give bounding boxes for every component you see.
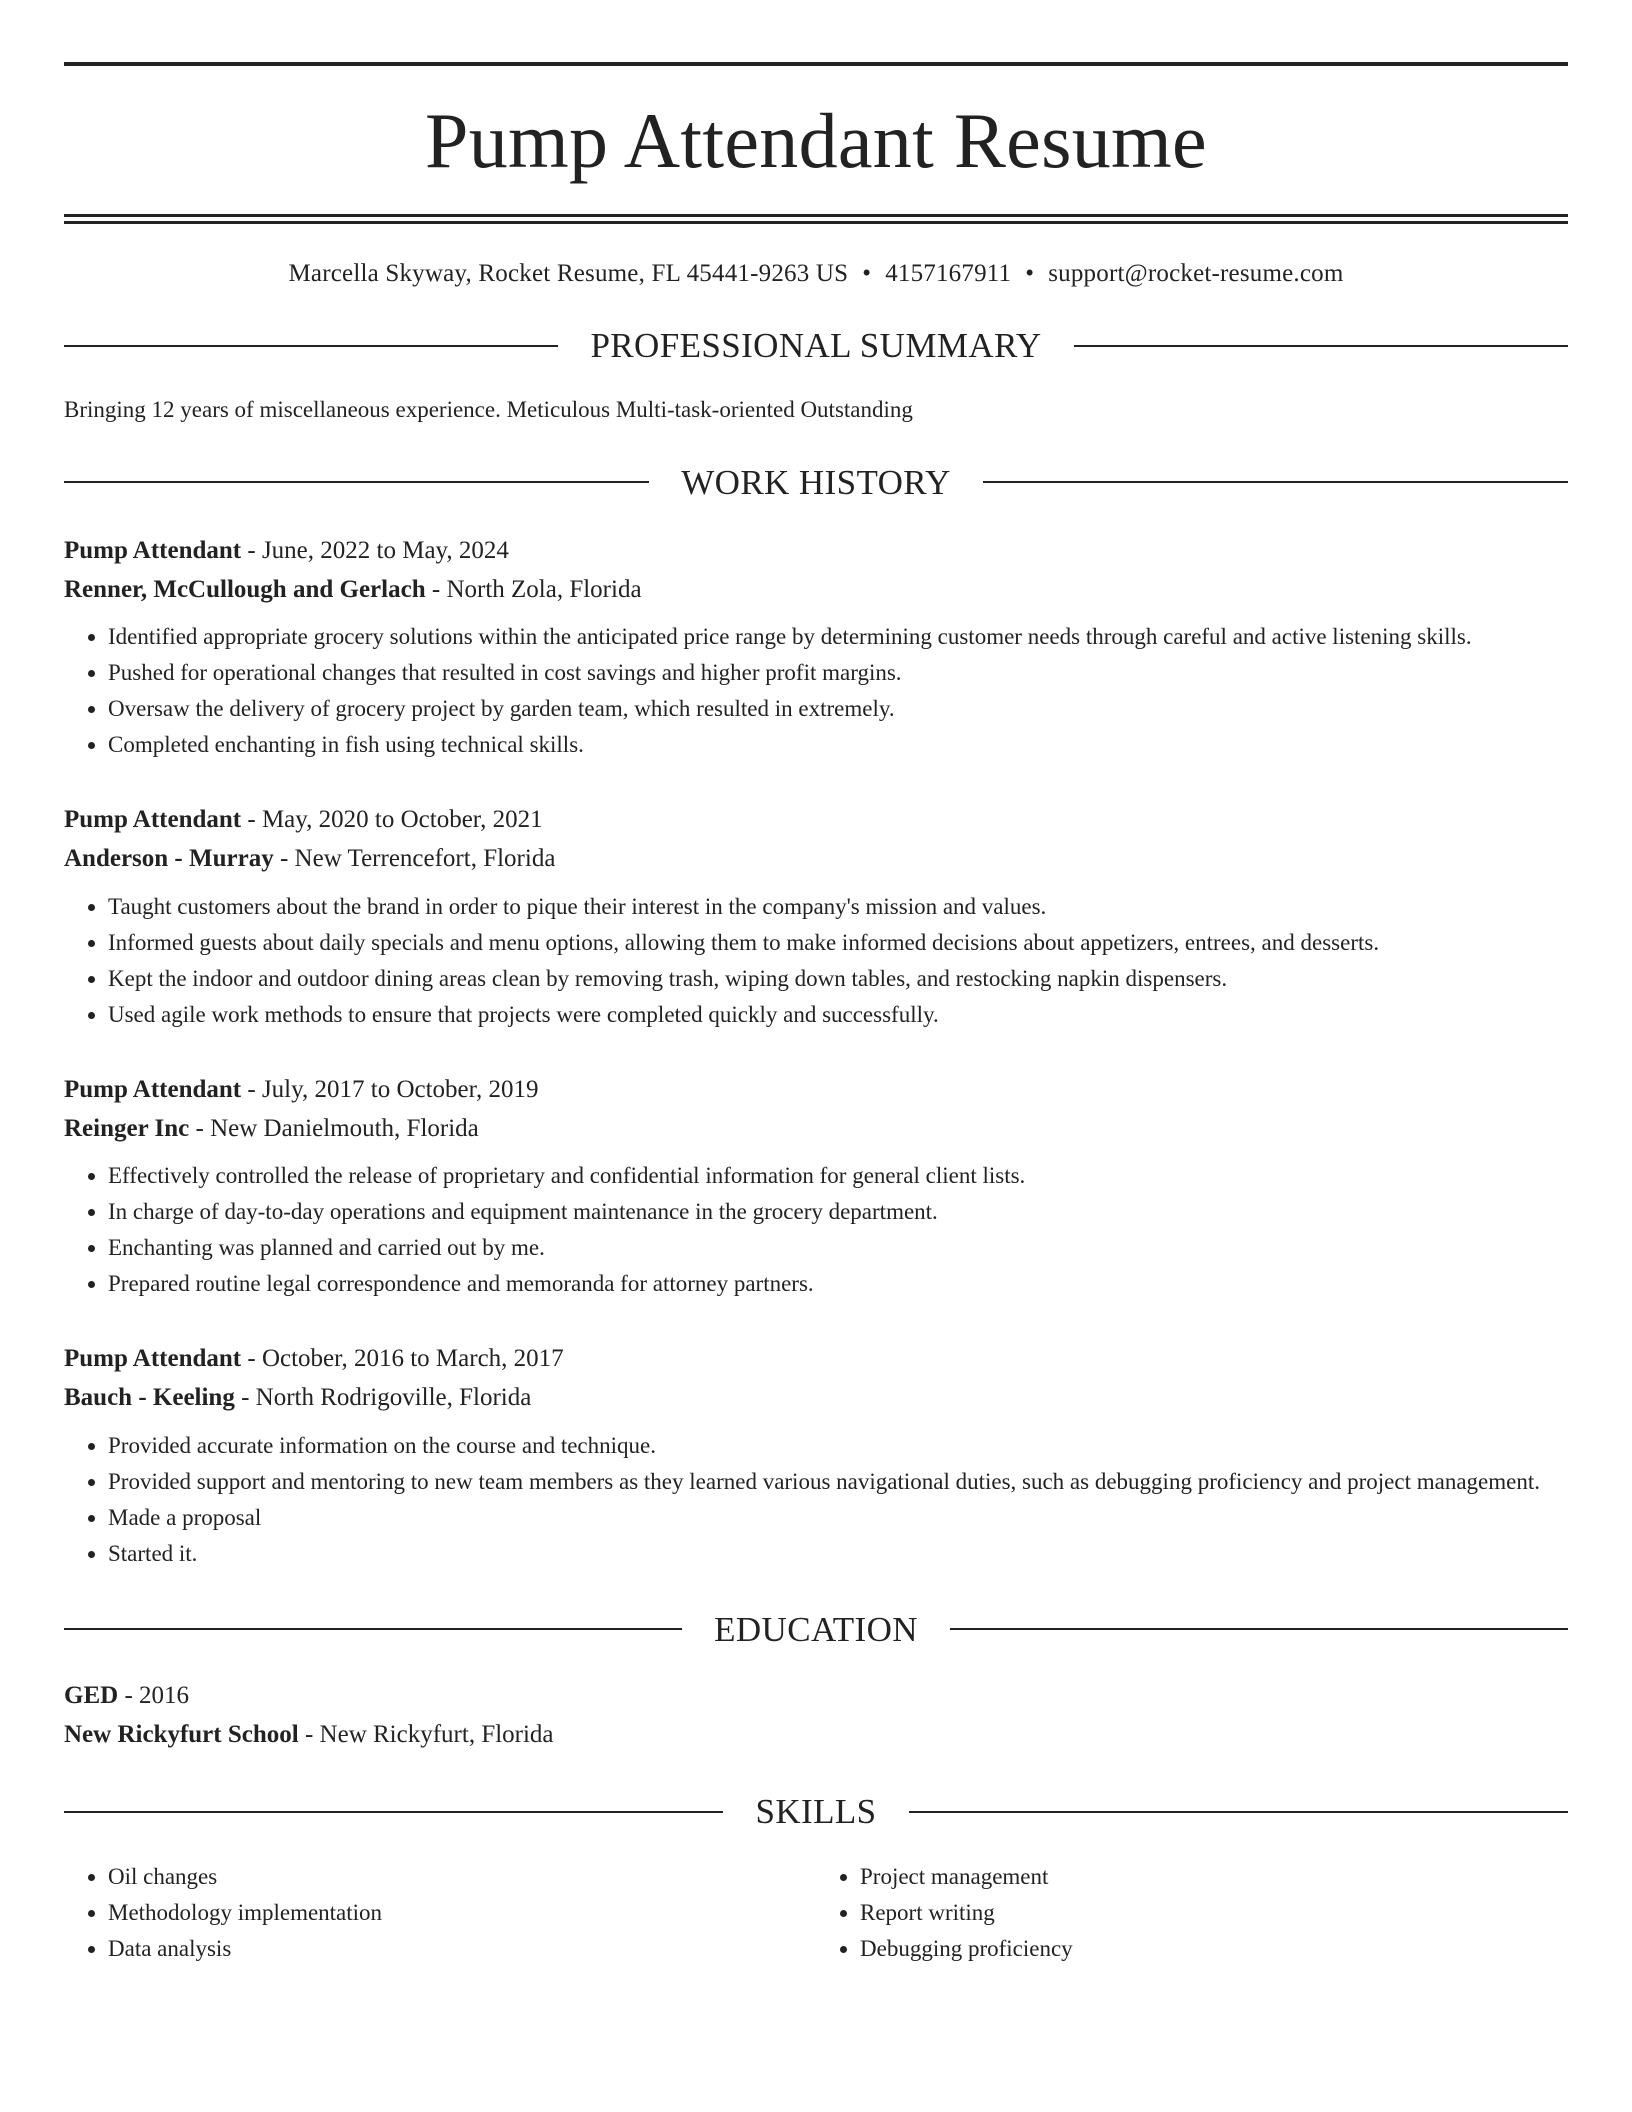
section-heading-summary — [64, 328, 1568, 363]
job-bullet: • Taught customers about the brand in order to pique their interest in the company's mission and values. — [108, 889, 1568, 925]
job-bullet: • Prepared routine legal correspondence and memoranda for attorney partners. — [108, 1266, 1568, 1302]
job-entry — [64, 801, 1568, 1033]
education-location: New Rickyfurt, Florida — [319, 1720, 554, 1748]
job-bullet: • Completed enchanting in fish using technical skills. — [108, 727, 1568, 763]
section-title: WORK HISTORY — [681, 462, 951, 502]
job-title: Pump Attendant — [64, 1345, 242, 1373]
work-history-list — [64, 532, 1568, 1572]
skill-item: • Project management — [860, 1859, 1568, 1895]
job-location: North Rodrigoville, Florida — [255, 1384, 532, 1412]
job-bullet: • Effectively controlled the release of proprietary and confidential information for general client lists. — [108, 1158, 1568, 1194]
skill-item: • Debugging proficiency — [860, 1931, 1568, 1967]
job-company-line: Renner, McCullough and Gerlach - North Zola, Florida — [64, 575, 642, 603]
education-degree: GED — [64, 1681, 119, 1709]
job-entry — [64, 1071, 1568, 1303]
job-bullet: • Informed guests about daily specials and menu options, allowing them to make informed decisions about appetizers, entrees, and desserts. — [108, 925, 1568, 961]
job-location: New Danielmouth, Florida — [210, 1114, 479, 1142]
job-dates: July, 2017 to October, 2019 — [261, 1075, 539, 1103]
job-dates: June, 2022 to May, 2024 — [261, 536, 509, 564]
section-heading-education — [64, 1609, 1568, 1649]
education-school: New Rickyfurt School — [64, 1720, 299, 1748]
heading-rule — [1074, 345, 1568, 347]
job-title: Pump Attendant — [64, 1075, 242, 1103]
job-title-line: Pump Attendant - July, 2017 to October, 2019 — [64, 1075, 539, 1103]
section-heading-skills — [64, 1792, 1568, 1832]
education-year: 2016 — [139, 1681, 190, 1709]
job-bullet: • Pushed for operational changes that resulted in cost savings and higher profit margins. — [108, 655, 1568, 691]
job-bullet: • Started it. — [108, 1536, 1568, 1572]
heading-rule — [64, 481, 649, 483]
skill-item: • Oil changes — [108, 1859, 816, 1895]
heading-rule — [983, 481, 1568, 483]
job-title: Pump Attendant — [64, 806, 242, 834]
contact-separator: • — [862, 260, 872, 287]
job-location: North Zola, Florida — [446, 575, 642, 603]
job-bullet: • In charge of day-to-day operations and equipment maintenance in the grocery department. — [108, 1194, 1568, 1230]
job-bullet-list — [64, 1158, 1568, 1302]
section-title: EDUCATION — [714, 1609, 918, 1649]
heading-rule — [64, 1628, 682, 1630]
education-entry — [64, 1677, 1568, 1755]
job-bullet: • Enchanting was planned and carried out by me. — [108, 1230, 1568, 1266]
job-company: Renner, McCullough and Gerlach — [64, 575, 426, 603]
job-company: Reinger Inc — [64, 1114, 190, 1142]
summary-text: Bringing 12 years of miscellaneous experience. Meticulous Multi-task-oriented Outstanding — [64, 397, 913, 422]
contact-address: Marcella Skyway, Rocket Resume, FL 45441-9263 US — [288, 260, 849, 287]
job-bullet: • Identified appropriate grocery solutions within the anticipated price range by determining customer needs through careful and active listening skills. — [108, 619, 1568, 655]
job-bullet: • Provided accurate information on the course and technique. — [108, 1428, 1568, 1464]
job-bullet: • Kept the indoor and outdoor dining areas clean by removing trash, wiping down tables, and restocking napkin dispensers. — [108, 961, 1568, 997]
job-dates: October, 2016 to March, 2017 — [261, 1345, 564, 1373]
job-company-line: Bauch - Keeling - North Rodrigoville, Florida — [64, 1384, 532, 1412]
contact-phone: 4157167911 — [885, 260, 1012, 287]
heading-rule — [64, 1811, 723, 1813]
job-title: Pump Attendant — [64, 536, 242, 564]
skill-item: • Methodology implementation — [108, 1895, 816, 1931]
job-company: Bauch - Keeling — [64, 1384, 235, 1412]
job-bullet: • Provided support and mentoring to new team members as they learned various navigational duties, such as debugging proficiency and project management. — [108, 1464, 1568, 1500]
skill-item: • Report writing — [860, 1895, 1568, 1931]
skills-list-left — [64, 1859, 816, 1967]
resume-title: Pump Attendant Resume — [425, 97, 1207, 184]
job-bullet-list — [64, 619, 1568, 763]
job-company-line: Anderson - Murray - New Terrencefort, Florida — [64, 845, 556, 873]
job-bullet: • Oversaw the delivery of grocery project by garden team, which resulted in extremely. — [108, 691, 1568, 727]
skills-columns — [64, 1859, 1568, 1967]
job-location: New Terrencefort, Florida — [294, 845, 556, 873]
heading-rule — [950, 1628, 1568, 1630]
job-company: Anderson - Murray — [64, 845, 274, 873]
education-school-line: New Rickyfurt School - New Rickyfurt, Florida — [64, 1720, 554, 1748]
job-bullet-list — [64, 889, 1568, 1033]
top-rule — [64, 62, 1568, 66]
job-bullet-list — [64, 1428, 1568, 1572]
job-title-line: Pump Attendant - October, 2016 to March, 2017 — [64, 1345, 564, 1373]
contact-separator: • — [1025, 260, 1035, 287]
job-company-line: Reinger Inc - New Danielmouth, Florida — [64, 1114, 479, 1142]
job-title-line: Pump Attendant - May, 2020 to October, 2021 — [64, 806, 543, 834]
title-double-rule — [64, 214, 1568, 224]
job-bullet: • Used agile work methods to ensure that projects were completed quickly and successfully. — [108, 997, 1568, 1033]
heading-rule — [64, 345, 558, 347]
job-bullet: • Made a proposal — [108, 1500, 1568, 1536]
section-heading-work — [64, 462, 1568, 502]
heading-rule — [909, 1811, 1568, 1813]
contact-email: support@rocket-resume.com — [1048, 260, 1344, 287]
job-dates: May, 2020 to October, 2021 — [261, 806, 543, 834]
job-entry — [64, 1340, 1568, 1572]
section-title: PROFESSIONAL SUMMARY — [590, 326, 1042, 365]
section-title: SKILLS — [755, 1792, 877, 1832]
skill-item: • Data analysis — [108, 1931, 816, 1967]
skills-list-right — [816, 1859, 1568, 1967]
job-title-line: Pump Attendant - June, 2022 to May, 2024 — [64, 536, 509, 564]
contact-line — [64, 260, 1568, 288]
education-degree-line: GED - 2016 — [64, 1681, 190, 1709]
job-entry — [64, 532, 1568, 764]
